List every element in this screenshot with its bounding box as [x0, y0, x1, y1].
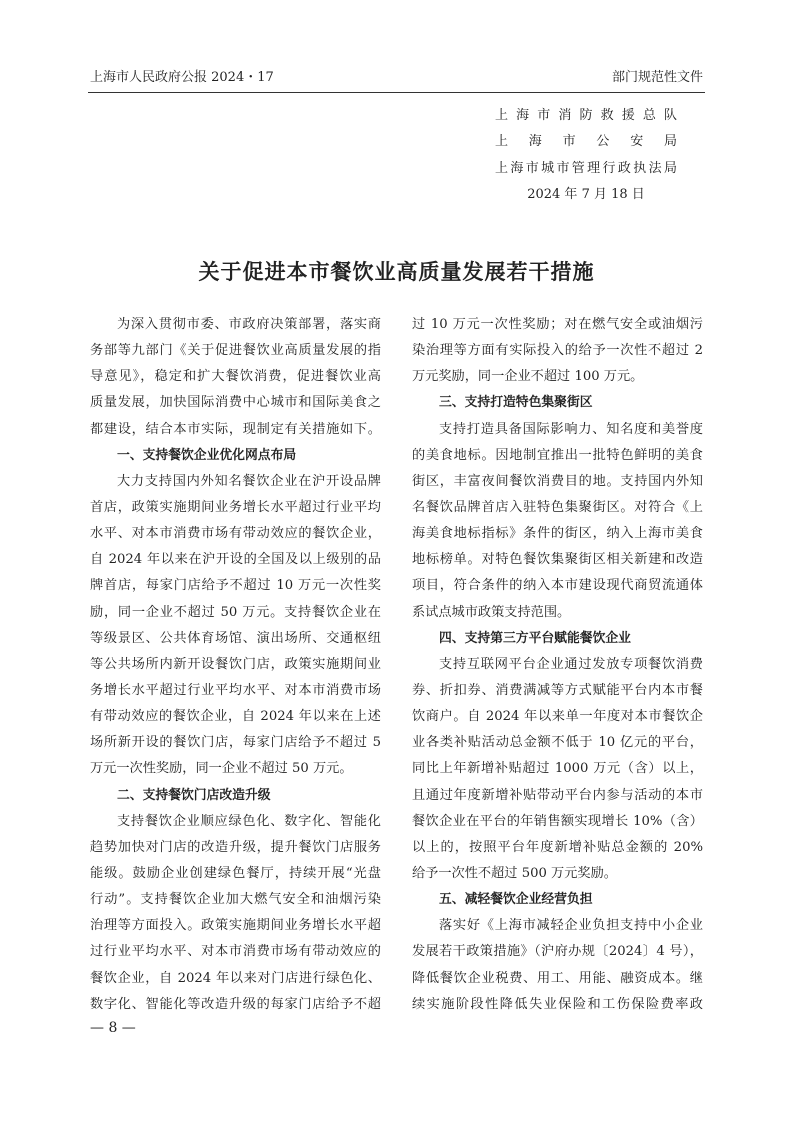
body-column-left [90, 312, 381, 1018]
body-text-line: 落实好《上海市减轻企业负担支持中小企业 [439, 918, 703, 934]
body-text-line: 首店，政策实施期间业务增长水平超过行业平均 [90, 499, 381, 515]
body-text-line: 质量发展，加快国际消费中心城市和国际美食之 [90, 395, 381, 411]
body-text-line: 万元一次性奖励，同一企业不超过 50 万元。 [90, 761, 353, 777]
section-heading: 四、支持第三方平台赋能餐饮企业 [439, 630, 631, 646]
body-text-line: 饮商户。自 2024 年以来单一年度对本市餐饮企 [412, 709, 703, 725]
gazette-issue-header: 上海市人民政府公报 2024・17 [90, 70, 274, 85]
body-text-line: 系试点城市政策支持范围。 [412, 604, 571, 620]
body-text-line: 且通过年度新增补贴带动平台内参与活动的本市 [412, 787, 703, 803]
body-text-line: 餐饮企业在平台的年销售额实现增长 10%（含） [412, 813, 703, 829]
document-category-header: 部门规范性文件 [611, 70, 703, 85]
body-text-line: 务增长水平超过行业平均水平、对本市消费市场 [90, 682, 381, 698]
body-column-right [412, 312, 703, 1018]
body-text-line: 项目，符合条件的纳入本市建设现代商贸流通体 [412, 578, 703, 594]
body-text-line: 万元奖励，同一企业不超过 100 万元。 [412, 369, 644, 385]
body-text-line: 自 2024 年以来在沪开设的全国及以上级别的品 [90, 552, 381, 568]
body-text-line: 励，同一企业不超过 50 万元。支持餐饮企业在 [90, 604, 381, 620]
body-text-line: 场所新开设的餐饮门店，每家门店给予不超过 5 [90, 735, 381, 751]
body-text-line: 水平、对本市消费市场有带动效应的餐饮企业， [90, 526, 381, 542]
signatory-public-security: 上海市公安局 [495, 134, 677, 149]
body-text-line: 治理等方面投入。政策实施期间业务增长水平超 [90, 918, 381, 934]
body-text-line: 同比上年新增补贴超过 1000 万元（含）以上， [412, 761, 703, 777]
body-text-line: 地标榜单。对特色餐饮集聚街区相关新建和改造 [412, 552, 703, 568]
section-heading: 三、支持打造特色集聚街区 [439, 395, 593, 411]
header-divider [88, 92, 705, 93]
body-text-line: 街区，丰富夜间餐饮消费目的地。支持国内外知 [412, 473, 703, 489]
body-text-line: 支持打造具备国际影响力、知名度和美誉度 [439, 421, 703, 437]
section-heading: 二、支持餐饮门店改造升级 [117, 787, 271, 803]
body-text-line: 行动”。支持餐饮企业加大燃气安全和油烟污染 [90, 892, 381, 908]
body-text-line: 务部等九部门《关于促进餐饮业高质量发展的指 [90, 343, 381, 359]
body-text-line: 为深入贯彻市委、市政府决策部署，落实商 [117, 317, 381, 332]
body-text-line: 以上的，按照平台年度新增补贴总金额的 20% [412, 839, 703, 855]
body-text-line: 发展若干政策措施》（沪府办规〔2024〕4 号）， [412, 944, 703, 960]
body-text-line: 支持互联网平台企业通过发放专项餐饮消费 [439, 656, 703, 672]
signatory-urban-management: 上海市城市管理行政执法局 [495, 161, 677, 176]
body-text-line: 都建设，结合本市实际，现制定有关措施如下。 [90, 421, 381, 437]
body-text-line: 牌首店，每家门店给予不超过 10 万元一次性奖 [90, 578, 381, 594]
body-text-line: 续实施阶段性降低失业保险和工伤保险费率政 [412, 996, 703, 1012]
body-text-line: 染治理等方面有实际投入的给予一次性不超过 2 [412, 343, 703, 359]
body-text-line: 过 10 万元一次性奖励；对在燃气安全或油烟污 [412, 317, 703, 332]
body-text-line: 趋势加快对门店的改造升级，提升餐饮门店服务 [90, 839, 381, 855]
signatory-fire-rescue: 上海市消防救援总队 [495, 108, 677, 123]
body-text-line: 名餐饮品牌首店入驻特色集聚街区。对符合《上 [412, 499, 703, 515]
body-text-line: 数字化、智能化等改造升级的每家门店给予不超 [90, 996, 381, 1012]
body-text-line: 等级景区、公共体育场馆、演出场所、交通枢纽 [90, 630, 381, 646]
page-number: — 8 — [90, 1020, 136, 1036]
body-text-line: 能级。鼓励企业创建绿色餐厅，持续开展“光盘 [90, 865, 381, 881]
body-text-line: 大力支持国内外知名餐饮企业在沪开设品牌 [117, 473, 381, 489]
section-heading: 一、支持餐饮企业优化网点布局 [117, 447, 297, 463]
body-text-line: 等公共场所内新开设餐饮门店，政策实施期间业 [90, 656, 381, 672]
issue-date: 2024 年 7 月 18 日 [527, 187, 645, 202]
body-text-line: 餐饮企业，自 2024 年以来对门店进行绿色化、 [90, 970, 381, 986]
body-text-line: 业各类补贴活动总金额不低于 10 亿元的平台， [412, 735, 703, 751]
body-text-line: 导意见》，稳定和扩大餐饮消费，促进餐饮业高 [90, 369, 381, 385]
body-text-line: 海美食地标指标》条件的街区，纳入上海市美食 [412, 526, 703, 542]
body-text-line: 支持餐饮企业顺应绿色化、数字化、智能化 [117, 813, 381, 829]
document-title: 关于促进本市餐饮业高质量发展若干措施 [198, 260, 595, 284]
body-text-line: 给予一次性不超过 500 万元奖励。 [412, 865, 617, 881]
body-text-line: 有带动效应的餐饮企业，自 2024 年以来在上述 [90, 709, 381, 725]
body-text-line: 过行业平均水平、对本市消费市场有带动效应的 [90, 944, 381, 960]
section-heading: 五、减轻餐饮企业经营负担 [439, 892, 593, 908]
body-text-line: 降低餐饮企业税费、用工、用能、融资成本。继 [412, 970, 703, 986]
body-text-line: 的美食地标。因地制宜推出一批特色鲜明的美食 [412, 447, 703, 463]
body-text-line: 券、折扣券、消费满减等方式赋能平台内本市餐 [412, 682, 703, 698]
